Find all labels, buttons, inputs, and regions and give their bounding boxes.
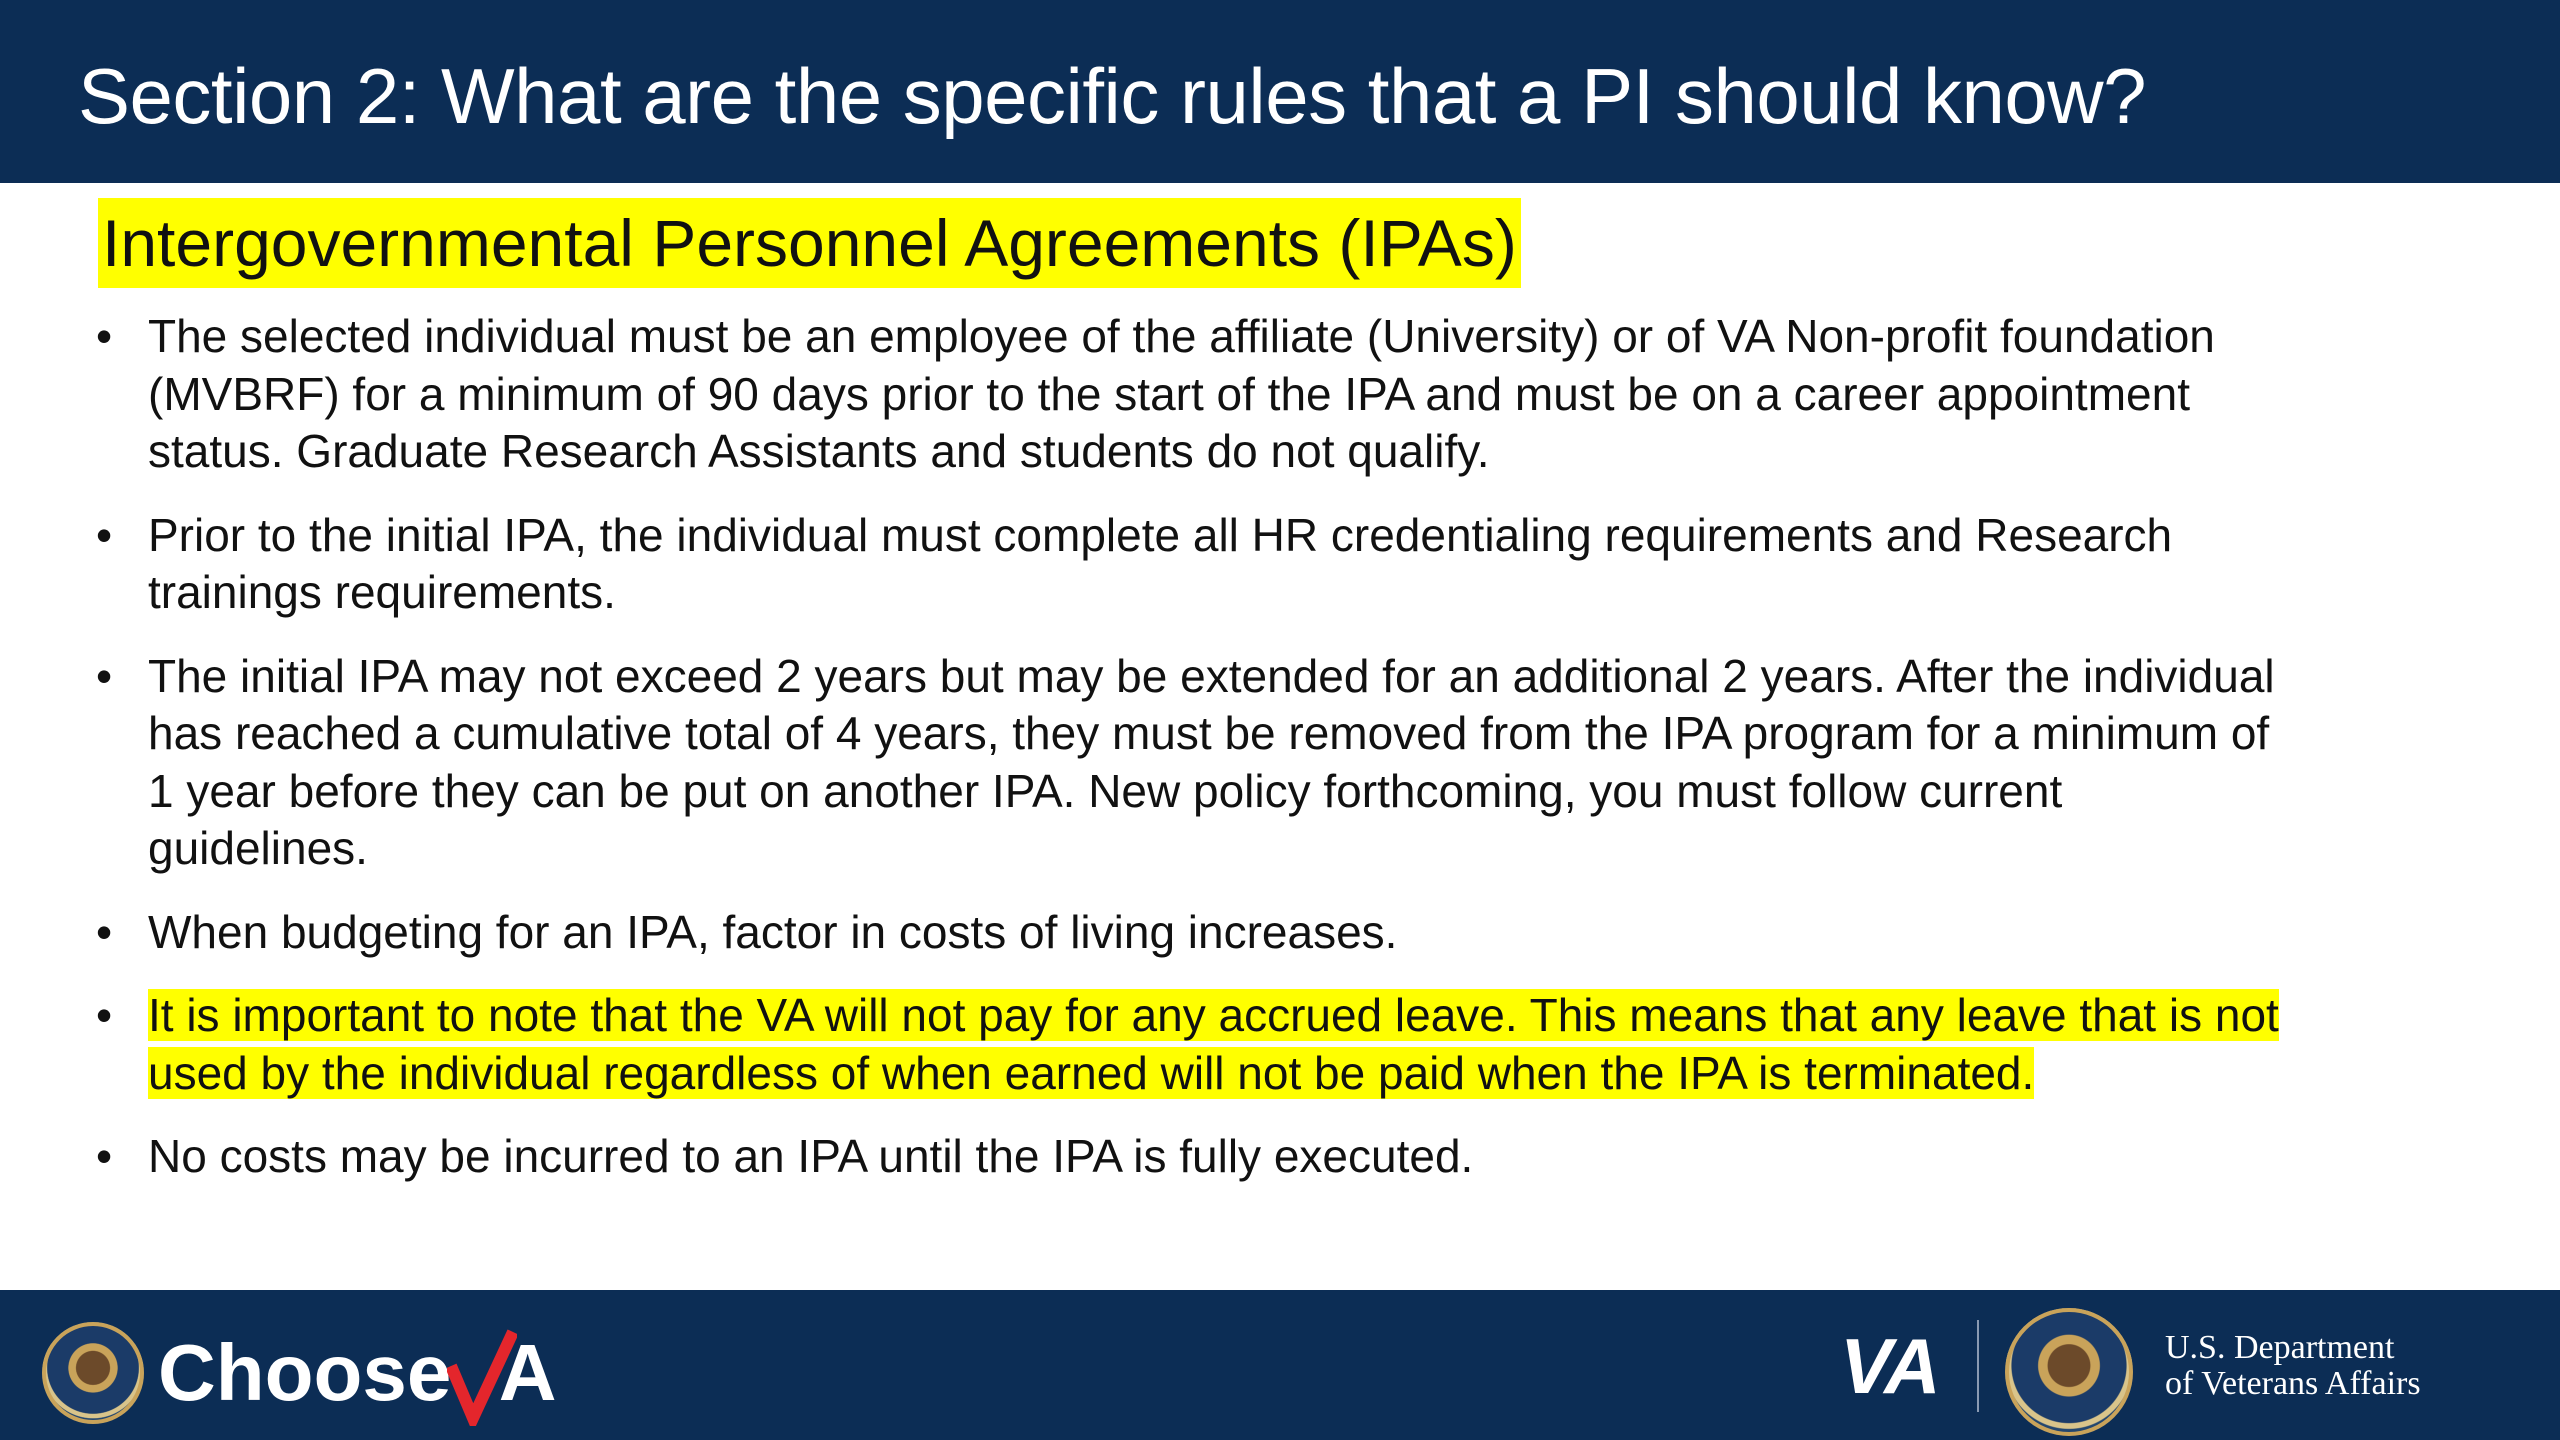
bullet-item (92, 507, 2292, 622)
choose-va-logo-a: A (498, 1328, 557, 1417)
va-seal-icon (42, 1322, 144, 1424)
bullet-text: The selected individual must be an employee of the affiliate (University) or of VA Non-profit foundation (MVBRF) for a minimum of 90 days prior to the start of the IPA and must be on a career appointment status. Graduate Research Assistants and students do not qualify. (148, 310, 2215, 477)
bullet-text: The initial IPA may not exceed 2 years but may be extended for an additional 2 years. After the individual has reached a cumulative total of 4 years, they must be removed from the IPA program for a minimum of 1 year before they can be put on another IPA. New policy forthcoming, you must follow current guidelines. (148, 649, 2275, 874)
bullet-item (92, 904, 2292, 962)
bullet-icon: • (96, 310, 113, 362)
choose-va-logo-va (451, 1318, 556, 1428)
bullet-text: Prior to the initial IPA, the individual must complete all HR credentialing requirements and Research trainings requirements. (148, 508, 2173, 618)
slide-header (0, 0, 2560, 183)
choose-va-logo (158, 1318, 557, 1428)
bullet-icon: • (96, 649, 113, 702)
bullet-list (92, 308, 2292, 1212)
department-name (2165, 1330, 2421, 1402)
bullet-item-highlighted (92, 987, 2292, 1102)
bullet-icon: • (96, 508, 113, 561)
bullet-item (92, 308, 2292, 481)
choose-va-logo-text: Choose (158, 1328, 452, 1417)
department-line-2: of Veterans Affairs (2165, 1365, 2421, 1402)
checkmark-icon (447, 1326, 517, 1426)
department-line-1: U.S. Department (2165, 1329, 2395, 1366)
bullet-icon: • (96, 905, 113, 958)
footer-divider (1977, 1320, 1979, 1412)
section-subtitle: Intergovernmental Personnel Agreements (IPAs) (98, 198, 1521, 288)
bullet-item (92, 648, 2292, 878)
bullet-icon: • (96, 1130, 113, 1182)
va-logo: VA (1840, 1322, 1939, 1410)
bullet-item (92, 1128, 2292, 1186)
bullet-text-highlighted: It is important to note that the VA will not pay for any accrued leave. This means that any leave that is not used by the individual regardless of when earned will not be paid when the IPA is terminated. (148, 989, 2279, 1099)
bullet-icon: • (96, 989, 113, 1041)
bullet-text: When budgeting for an IPA, factor in costs of living increases. (148, 905, 1398, 958)
va-seal-icon (2005, 1308, 2133, 1436)
slide-title: Section 2: What are the specific rules that a PI should know? (78, 52, 2146, 140)
bullet-text: No costs may be incurred to an IPA until the IPA is fully executed. (148, 1130, 1474, 1182)
